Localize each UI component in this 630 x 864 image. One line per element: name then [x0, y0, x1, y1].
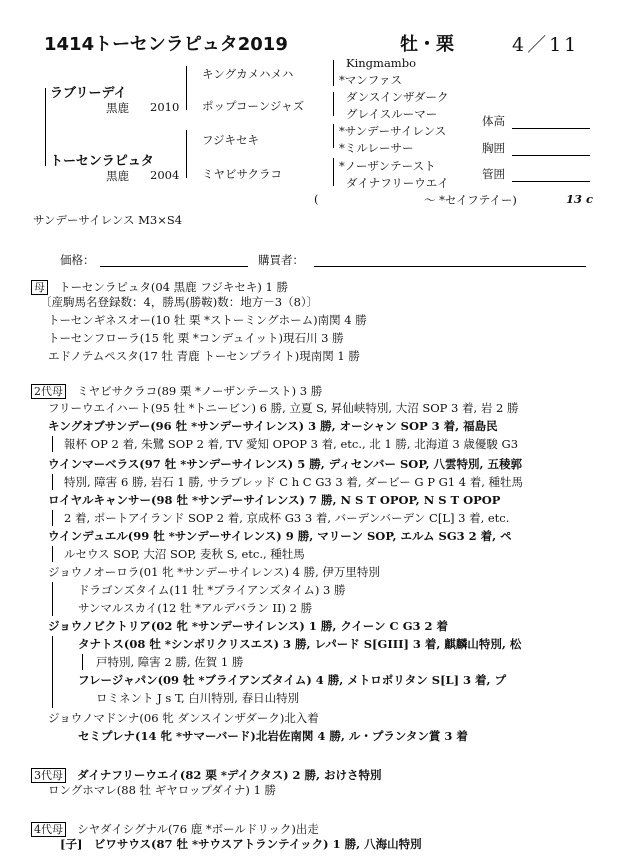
ped-bracket-g3b — [333, 92, 334, 116]
gen3-6: *ミルレーサー — [339, 141, 414, 155]
gen3-8: ダイナフリーウエイ — [346, 176, 449, 190]
list-item: タナトス(08 牡 *シンボリクリスエス) 3 勝, レパード S[GIII] 3 着, 麒麟山特別, 松 — [78, 637, 522, 651]
ped-bracket-dam — [186, 130, 187, 178]
list-item: ドラゴンズタイム(11 牡 *ブライアンズタイム) 3 勝 — [78, 583, 346, 597]
list-item: フリーウエイハート(95 牡 *トニービン) 6 勝, 立夏 S, 昇仙峡特別, 大沼 SOP 3 着, 岩 2 勝 — [48, 401, 519, 415]
line-mark — [52, 474, 53, 490]
list-item: エドノテムペスタ(17 牡 青鹿 トーセンプライト)現南関 1 勝 — [48, 349, 360, 363]
dam-produce-summary: 〔産駒馬名登録数：4，勝馬(勝鞍)数：地方－3（8）〕 — [40, 295, 319, 309]
list-item: ウインマーベラス(97 牡 *サンデーサイレンス) 5 勝, ディセンバー SOP, 八雲特別, 五稜郭 — [48, 457, 522, 471]
page-position: 4／11 — [512, 34, 580, 56]
ped-bracket-g3a — [333, 60, 334, 86]
price-line — [100, 266, 248, 267]
list-item-cont: 戸特別, 障害 2 勝, 佐賀 1 勝 — [96, 655, 244, 669]
list-item: フレージャパン(09 牡 *ブライアンズタイム) 4 勝, メトロポリタン S[L] 3 着, プ — [78, 673, 507, 687]
gen3-3: ダンスインザダーク — [346, 90, 449, 104]
gen2-dam-sire: フジキセキ — [202, 133, 260, 147]
section-dam — [31, 276, 288, 295]
line-mark — [82, 654, 83, 670]
section-2nd-dam-title: ミヤビサクラコ(89 栗 *ノーザンテースト) 3 勝 — [77, 384, 323, 398]
list-item: キングオブサンデー(96 牡 *サンデーサイレンス) 3 勝, オーシャン SOP 3 着, 福島民 — [48, 419, 498, 433]
price-label: 価格： — [60, 253, 95, 267]
section-4th-dam-title: シヤダイシグナル(76 鹿 *ボールドリック)出走 — [77, 822, 319, 836]
list-item-cont: 2 着, ポートアイランド SOP 2 着, 京成杯 G3 3 着, バーデンバーデン C[L] 3 着, etc. — [64, 511, 510, 525]
list-item: ウインデュエル(99 牡 *サンデーサイレンス) 9 勝, マリーン SOP, エルム SG3 2 着, ペ — [48, 529, 512, 543]
ped-bracket-left — [45, 88, 46, 166]
buyer-line — [314, 266, 586, 267]
list-item: ジョウノオーロラ(01 牝 *サンデーサイレンス) 4 勝, 伊万里特別 — [48, 565, 380, 579]
sire-name: ラブリーデイ — [50, 86, 127, 101]
section-dam-label: 母 — [31, 280, 48, 295]
list-item: トーセンフローラ(15 牝 栗 *コンデュイット)現石川 3 勝 — [48, 331, 344, 345]
gen2-dam-dam: ミヤビサクラコ — [202, 167, 283, 181]
dam-color: 黒鹿 — [106, 169, 129, 183]
gen3-7: *ノーザンテースト — [339, 159, 436, 173]
horse-name: トーセンラピュタ2019 — [94, 34, 288, 55]
lineage-count: 13 c — [566, 192, 594, 206]
gen2-sire-sire: キングカメハメハ — [202, 67, 294, 81]
lot-number: 1414 — [44, 34, 95, 55]
lot-header — [44, 30, 288, 56]
sire-year: 2010 — [150, 100, 180, 114]
sex-color: 牡・栗 — [400, 34, 454, 55]
list-item: ジョウノビクトリア(02 牝 *サンデーサイレンス) 1 勝, クイーン C G3 2 着 — [48, 619, 449, 633]
gen3-2: *マンファス — [339, 73, 403, 87]
section-3rd-dam-label: 3代母 — [31, 768, 66, 783]
list-item: ロイヤルキャンサー(98 牡 *サンデーサイレンス) 7 勝, N S T OPOP, N S T OPOP — [48, 493, 501, 507]
measure-height-line — [512, 128, 590, 129]
measure-chest-label: 胸囲 — [482, 141, 505, 155]
dam-year: 2004 — [150, 168, 180, 182]
line-mark — [52, 636, 53, 708]
section-dam-title: トーセンラピュタ(04 黒鹿 フジキセキ) 1 勝 — [59, 280, 288, 294]
measure-cannon-line — [512, 181, 590, 182]
section-4th-dam-label: 4代母 — [31, 822, 66, 837]
ped-bracket-g3d — [333, 158, 334, 186]
line-mark — [52, 510, 53, 526]
gen3-5: *サンデーサイレンス — [339, 124, 447, 138]
measure-cannon-label: 管囲 — [482, 167, 505, 181]
line-mark — [52, 582, 53, 616]
list-item: ロングホマレ(88 牡 ギヤロップダイナ) 1 勝 — [48, 783, 277, 797]
paren-open: ( — [314, 192, 319, 206]
list-item-cont: 特別, 障害 6 勝, 岩石 1 勝, サラブレッド C h C G3 3 着, ダービー G P G1 4 着, 種牡馬 — [64, 475, 524, 489]
buyer-label: 購買者： — [258, 253, 304, 267]
gen3-4: グレイスルーマー — [346, 107, 438, 121]
list-item: ジョウノマドンナ(06 牝 ダンスインザダーク)北入着 — [48, 711, 319, 725]
list-item-cont: 報杯 OP 2 着, 朱鷺 SOP 2 着, TV 愛知 OPOP 3 着, etc., 北 1 勝, 北海道 3 歳優駿 G3 — [64, 437, 519, 451]
list-item: トーセンギネスオー(10 牡 栗 *ストーミングホーム)南関 4 勝 — [48, 313, 367, 327]
measure-height-label: 体高 — [482, 114, 505, 128]
list-item: [子] ビワサウス(87 牡 *サウスアトランテイック) 1 勝, 八海山特別 — [60, 837, 422, 851]
gen3-1: Kingmambo — [346, 56, 416, 70]
ped-bracket-sire — [186, 66, 187, 110]
list-item-cont: ロミネント J s T, 白川特別, 春日山特別 — [96, 691, 300, 705]
ped-bracket-g3c — [333, 124, 334, 148]
line-mark — [52, 546, 53, 562]
section-3rd-dam — [31, 764, 382, 783]
section-4th-dam — [31, 818, 319, 837]
inbreeding-note: サンデーサイレンス M3×S4 — [33, 213, 183, 227]
gen2-sire-dam: ポップコーンジャズ — [202, 99, 305, 113]
measure-chest-line — [512, 155, 590, 156]
list-item-cont: ルセウス SOP, 大沼 SOP, 麦秋 S, etc., 種牡馬 — [64, 547, 305, 561]
list-item: サンマルスカイ(12 牡 *アルデバラン II) 2 勝 — [78, 601, 313, 615]
list-item: セミプレナ(14 牝 *サマーバード)北岩佐南関 4 勝, ル・プランタン賞 3 着 — [78, 729, 468, 743]
section-3rd-dam-title: ダイナフリーウエイ(82 栗 *デイクタス) 2 勝, おけさ特別 — [77, 768, 382, 782]
paren-close: ～ *セイフテイー) — [424, 193, 517, 207]
section-2nd-dam-label: 2代母 — [31, 384, 66, 399]
line-mark — [52, 436, 53, 452]
sire-color: 黒鹿 — [106, 101, 129, 115]
dam-name: トーセンラピュタ — [50, 154, 154, 169]
section-2nd-dam — [31, 380, 322, 399]
